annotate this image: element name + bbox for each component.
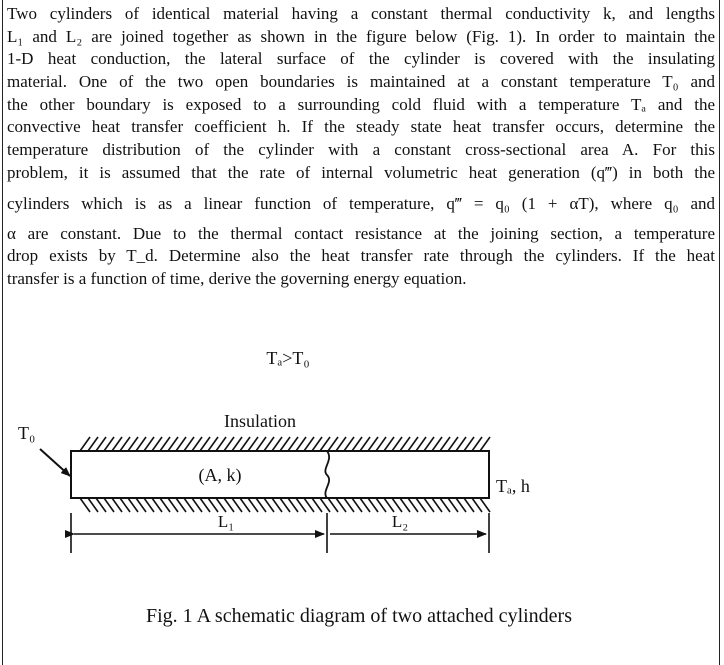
problem-line: Two cylinders of identical material having a constant thermal conductivity k, and lengths — [7, 4, 715, 23]
problem-line: L₁ and L₂ are joined together as shown in the figure below (Fig. 1). In order to maintain the — [7, 26, 715, 46]
bottom-insulation-hatching — [80, 498, 490, 512]
cylinder-body — [71, 451, 489, 498]
problem-statement — [7, 3, 715, 291]
left-boundary-label: T₀ — [18, 423, 36, 443]
condition-label: Tₐ>T₀ — [266, 348, 310, 368]
problem-line: α are constant. Due to the thermal contact resistance at the joining section, a temperature — [7, 223, 715, 243]
problem-line: 1-D heat conduction, the lateral surface of the cylinder is covered with the insulating — [7, 49, 715, 69]
right-boundary-label: Tₐ, h — [496, 476, 530, 496]
problem-line: the other boundary is exposed to a surrounding cold fluid with a temperature Tₐ and the — [7, 94, 715, 114]
problem-line: cylinders which is as a linear function of temperature, q‴ = q₀ (1 + αT), where q₀ and — [7, 193, 715, 213]
schematic-diagram — [0, 330, 724, 665]
insulation-label: Insulation — [224, 411, 296, 431]
length1-label: L₁ — [217, 512, 235, 531]
left-boundary-arrow — [40, 449, 70, 476]
problem-line: problem, it is assumed that the rate of internal volumetric heat generation (q‴) in both the — [7, 162, 715, 182]
problem-line: temperature distribution of the cylinder with a constant cross-sectional area A. For this — [7, 140, 715, 160]
problem-line: drop exists by T_d. Determine also the heat transfer rate through the cylinders. If the heat — [7, 246, 715, 266]
problem-line: convective heat transfer coefficient h. If the steady state heat transfer occurs, determine the — [7, 117, 715, 137]
schematic-figure — [0, 330, 724, 665]
problem-line: material. One of the two open boundaries is maintained at a constant temperature T₀ and — [7, 72, 715, 92]
top-insulation-hatching — [80, 437, 490, 451]
figure-caption: Fig. 1 A schematic diagram of two attached cylinders — [146, 605, 572, 627]
problem-line: transfer is a function of time, derive the governing energy equation. — [7, 268, 467, 288]
length-dimensions — [71, 513, 489, 553]
length2-label: L₂ — [391, 512, 409, 531]
property-label: (A, k) — [198, 465, 242, 485]
